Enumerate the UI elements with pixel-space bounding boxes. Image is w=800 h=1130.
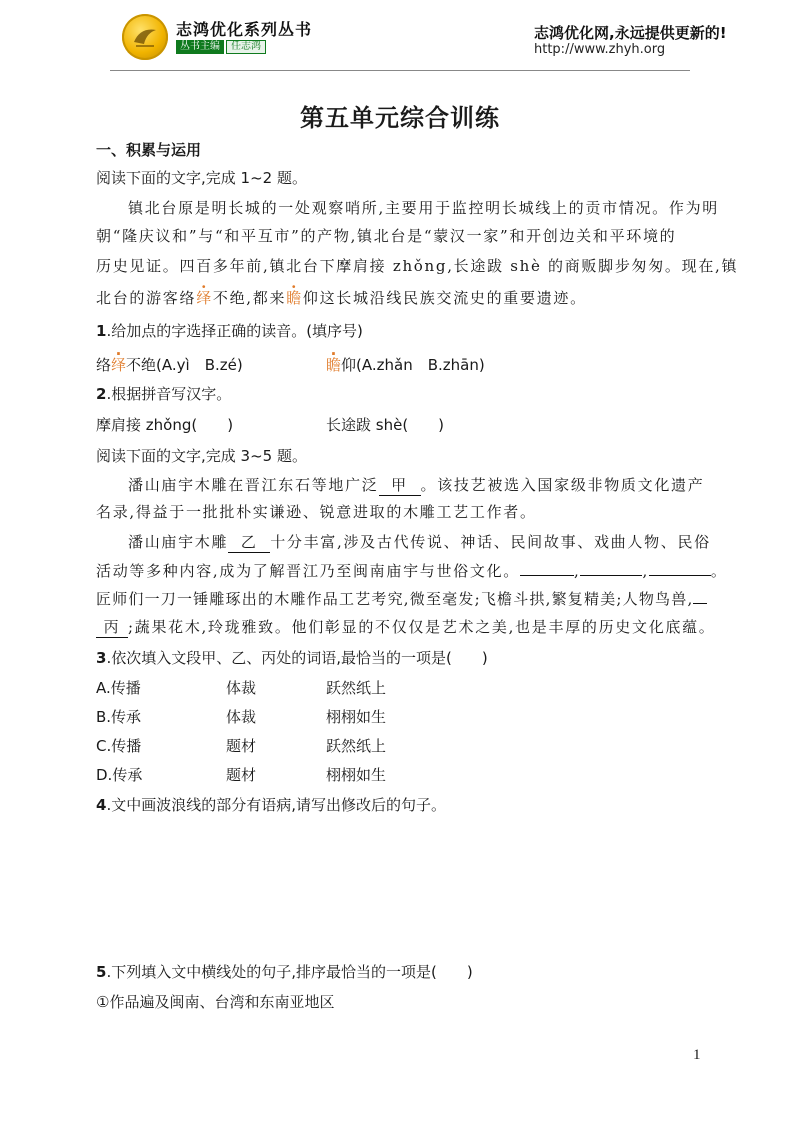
section-heading: 一、积累与运用 — [96, 141, 202, 159]
option-word: 跃然纸上 — [326, 679, 387, 697]
question-1-option-a — [96, 355, 243, 375]
series-title: 志鸿优化系列丛书 — [176, 20, 313, 39]
question-text: .根据拼音写汉字。 — [106, 385, 232, 403]
header-slogan: 志鸿优化网,永远提供更新的! — [534, 24, 727, 42]
option-word: 栩栩如生 — [326, 708, 387, 726]
passage2-line6 — [96, 617, 716, 638]
reading-instruction-2: 阅读下面的文字,完成 3~5 题。 — [96, 447, 307, 465]
question-number: 4 — [96, 796, 107, 814]
option-label: C.传播 — [96, 737, 142, 755]
question-5-item-1: ①作品遍及闽南、台湾和东南亚地区 — [96, 993, 335, 1011]
text-span: 。该技艺被选入国家级非物质文化遗产 — [420, 476, 705, 494]
reading-instruction-1: 阅读下面的文字,完成 1~2 题。 — [96, 169, 307, 187]
dotted-char: 绎 — [111, 356, 127, 374]
passage1-line1: 镇北台原是明长城的一处观察哨所,主要用于监控明长城线上的贡市情况。作为明 — [128, 199, 719, 217]
question-text: .下列填入文中横线处的句子,排序最恰当的一项是( ) — [106, 963, 473, 981]
option-word: 题材 — [226, 766, 257, 784]
publisher-logo — [122, 14, 168, 60]
question-number: 5 — [96, 963, 107, 981]
question-number: 3 — [96, 649, 107, 667]
question-text: .依次填入文段甲、乙、丙处的词语,最恰当的一项是( ) — [106, 649, 488, 667]
text-span: , — [642, 562, 649, 580]
passage2-line3 — [128, 532, 711, 553]
text-span: ;蔬果花木,玲珑雅致。他们彰显的不仅仅是艺术之美,也是丰厚的历史文化底蕴。 — [128, 618, 716, 636]
question-text: .给加点的字选择正确的读音。(填序号) — [106, 322, 363, 340]
editor-name: 任志鸿 — [226, 40, 266, 54]
text-span: 仰这长城沿线民族交流史的重要遗迹。 — [302, 289, 587, 307]
text-span: 不绝,都来 — [212, 289, 287, 307]
question-text: .文中画波浪线的部分有语病,请写出修改后的句子。 — [106, 796, 446, 814]
text-span: 北台的游客络 — [96, 289, 197, 307]
sentence-blank[interactable] — [520, 575, 574, 576]
option-label: D.传承 — [96, 766, 143, 784]
passage2-line4 — [96, 561, 728, 581]
text-span: 不绝(A.yì B.zé) — [126, 356, 243, 374]
option-word: 体裁 — [226, 708, 257, 726]
passage2-line2: 名录,得益于一批批朴实谦逊、锐意进取的木雕工艺工作者。 — [96, 503, 537, 521]
option-word: 栩栩如生 — [326, 766, 387, 784]
text-span: 仰(A.zhǎn B.zhān) — [341, 356, 485, 374]
text-span: 十分丰富,涉及古代传说、神话、民间故事、戏曲人物、民俗 — [270, 533, 711, 551]
logo-emblem-icon — [128, 20, 162, 54]
question-5 — [96, 962, 473, 982]
dotted-char: 瞻 — [326, 356, 342, 374]
question-3 — [96, 648, 488, 668]
question-1-option-b — [326, 355, 485, 375]
passage2-line5 — [96, 589, 707, 609]
question-number: 2 — [96, 385, 107, 403]
blank-bing-lead — [693, 603, 707, 604]
blank-jia: 甲 — [379, 475, 421, 496]
blank-bing: 丙 — [96, 617, 128, 638]
answer-area[interactable] — [96, 822, 696, 952]
page-title: 第五单元综合训练 — [300, 104, 500, 132]
option-word: 题材 — [226, 737, 257, 755]
passage2-line1 — [128, 475, 704, 496]
text-span: 络 — [96, 356, 112, 374]
header-divider — [110, 70, 690, 71]
sentence-blank[interactable] — [649, 575, 711, 576]
page-number: 1 — [693, 1047, 701, 1063]
option-label: A.传播 — [96, 679, 141, 697]
option-label: B.传承 — [96, 708, 142, 726]
editor-tag — [176, 40, 266, 54]
option-word: 体裁 — [226, 679, 257, 697]
text-span: 潘山庙宇木雕 — [128, 533, 229, 551]
option-word: 跃然纸上 — [326, 737, 387, 755]
editor-label: 丛书主编 — [176, 40, 224, 54]
site-url-link[interactable]: http://www.zhyh.org — [534, 42, 666, 57]
passage1-line3: 历史见证。四百多年前,镇北台下摩肩接 zhǒng,长途跋 shè 的商贩脚步匆匆。现在,镇 — [96, 257, 739, 275]
passage1-line4 — [96, 288, 587, 308]
dotted-char: 绎 — [196, 289, 213, 307]
question-4 — [96, 795, 446, 815]
text-span: 。 — [710, 562, 728, 580]
question-2-item-a[interactable]: 摩肩接 zhǒng( ) — [96, 416, 234, 434]
dotted-char: 瞻 — [286, 289, 303, 307]
text-span: 匠师们一刀一锤雕琢出的木雕作品工艺考究,微至毫发;飞檐斗拱,繁复精美;人物鸟兽, — [96, 590, 694, 608]
question-1 — [96, 321, 363, 341]
question-number: 1 — [96, 322, 107, 340]
text-span: , — [573, 562, 581, 580]
blank-yi: 乙 — [228, 532, 270, 553]
question-2-item-b[interactable]: 长途跋 shè( ) — [326, 416, 445, 434]
question-2 — [96, 384, 231, 404]
sentence-blank[interactable] — [580, 575, 642, 576]
passage1-line2: 朝“隆庆议和”与“和平互市”的产物,镇北台是“蒙汉一家”和开创边关和平环境的 — [96, 227, 677, 245]
text-span: 活动等多种内容,成为了解晋江乃至闽南庙宇与世俗文化。 — [96, 562, 520, 580]
text-span: 潘山庙宇木雕在晋江东石等地广泛 — [128, 476, 379, 494]
